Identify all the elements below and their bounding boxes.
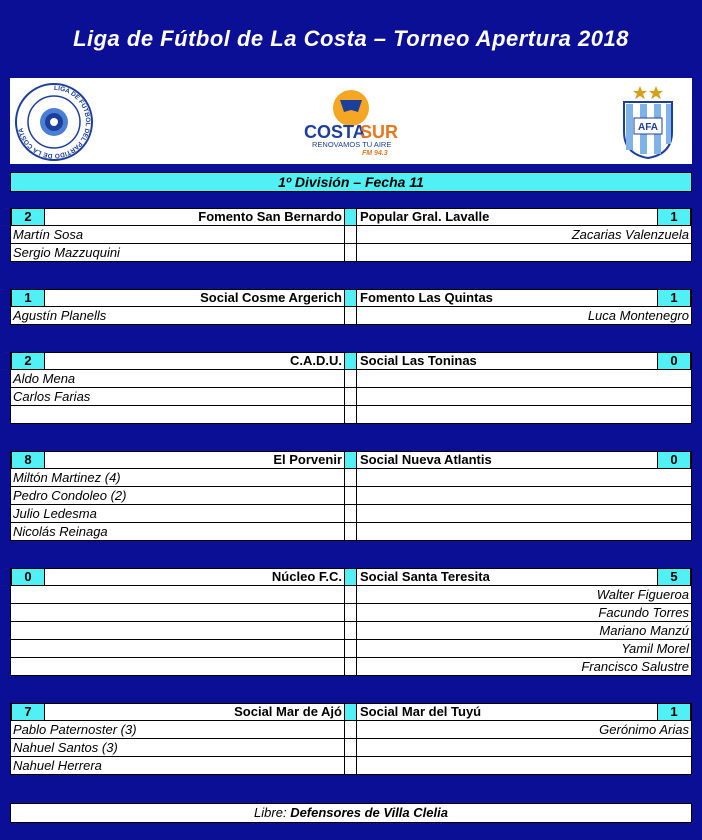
home-scorer-cell <box>10 604 344 621</box>
page-header <box>0 0 702 78</box>
costasur-logo <box>302 88 412 158</box>
away-score: 5 <box>657 569 691 585</box>
divider-cell <box>344 290 357 306</box>
match-header-row <box>10 289 692 307</box>
scorer-row <box>10 739 692 757</box>
home-scorer: Aldo Mena <box>13 371 76 386</box>
away-scorer: Facundo Torres <box>598 605 689 620</box>
home-scorer: Miltón Martinez (4) <box>13 470 121 485</box>
scorer-row <box>10 406 692 424</box>
scorer-row <box>10 487 692 505</box>
divider-cell <box>344 406 357 423</box>
scorer-row <box>10 757 692 775</box>
away-scorer-cell <box>357 226 692 243</box>
match-block <box>10 352 692 424</box>
scorer-row <box>10 388 692 406</box>
away-scorer-cell <box>357 523 692 540</box>
divider-cell <box>344 307 357 324</box>
home-score: 0 <box>11 569 45 585</box>
away-team-name: Social Mar del Tuyú <box>360 704 482 719</box>
match-block <box>10 289 692 325</box>
home-score: 7 <box>11 704 45 720</box>
away-scorer-cell <box>357 658 692 675</box>
brand-frequency: FM 94.3 <box>362 150 388 157</box>
away-score: 0 <box>657 353 691 369</box>
brand-part-a: COSTA <box>304 122 366 142</box>
divider-cell <box>344 487 357 504</box>
home-team-name: Núcleo F.C. <box>271 569 342 584</box>
away-scorer: Walter Figueroa <box>596 587 689 602</box>
away-team-name: Social Nueva Atlantis <box>360 452 492 467</box>
divider-cell <box>344 640 357 657</box>
free-team-name: Defensores de Villa Clelia <box>290 805 448 820</box>
scorer-row <box>10 244 692 262</box>
logos-bar <box>10 78 692 164</box>
home-scorer: Julio Ledesma <box>13 506 97 521</box>
home-scorer: Nahuel Santos (3) <box>13 740 118 755</box>
away-team-cell <box>357 353 692 369</box>
home-team-cell <box>10 452 344 468</box>
away-scorer-cell <box>357 370 692 387</box>
away-scorer-cell <box>357 604 692 621</box>
divider-cell <box>344 721 357 738</box>
away-scorer-cell <box>357 721 692 738</box>
home-scorer-cell <box>10 757 344 774</box>
home-scorer-cell <box>10 640 344 657</box>
home-score: 1 <box>11 290 45 306</box>
divider-cell <box>344 523 357 540</box>
home-scorer-cell <box>10 406 344 423</box>
away-team-name: Fomento Las Quintas <box>360 290 493 305</box>
match-header-row <box>10 703 692 721</box>
home-scorer-cell <box>10 244 344 261</box>
home-scorer: Pablo Paternoster (3) <box>13 722 137 737</box>
away-scorer-cell <box>357 586 692 603</box>
home-scorer: Agustín Planells <box>13 308 107 323</box>
away-scorer-cell <box>357 406 692 423</box>
away-team-cell <box>357 704 692 720</box>
home-scorer-cell <box>10 487 344 504</box>
away-scorer: Yamil Morel <box>621 641 689 656</box>
home-scorer: Carlos Farias <box>13 389 91 404</box>
league-crest-text: LIGA DE FÚTBOL DEL PARTIDO DE LA COSTA <box>17 84 92 160</box>
divider-cell <box>344 226 357 243</box>
home-scorer: Nahuel Herrera <box>13 758 102 773</box>
home-team-name: Fomento San Bernardo <box>198 209 342 224</box>
divider-cell <box>344 505 357 522</box>
home-scorer-cell <box>10 721 344 738</box>
away-scorer-cell <box>357 757 692 774</box>
away-team-cell <box>357 452 692 468</box>
home-scorer-cell <box>10 622 344 639</box>
away-scorer-cell <box>357 469 692 486</box>
home-scorer-cell <box>10 388 344 405</box>
away-scorer-cell <box>357 487 692 504</box>
away-scorer-cell <box>357 640 692 657</box>
divider-cell <box>344 757 357 774</box>
home-team-cell <box>10 704 344 720</box>
home-scorer: Martín Sosa <box>13 227 84 242</box>
afa-crest-icon <box>618 84 678 160</box>
scorer-row <box>10 370 692 388</box>
match-header-row <box>10 451 692 469</box>
away-scorer: Luca Montenegro <box>587 308 689 323</box>
away-scorer-cell <box>357 307 692 324</box>
away-scorer-cell <box>357 505 692 522</box>
scorer-row <box>10 586 692 604</box>
away-scorer-cell <box>357 244 692 261</box>
home-team-name: C.A.D.U. <box>290 353 342 368</box>
home-scorer-cell <box>10 370 344 387</box>
divider-cell <box>344 622 357 639</box>
divider-cell <box>344 658 357 675</box>
divider-cell <box>344 586 357 603</box>
home-score: 8 <box>11 452 45 468</box>
divider-cell <box>344 704 357 720</box>
away-scorer-cell <box>357 622 692 639</box>
match-header-row <box>10 208 692 226</box>
league-crest-icon <box>14 82 94 162</box>
divider-cell <box>344 604 357 621</box>
home-scorer-cell <box>10 307 344 324</box>
home-team-cell <box>10 209 344 225</box>
scorer-row <box>10 505 692 523</box>
away-team-cell <box>357 209 692 225</box>
home-scorer: Sergio Mazzuquini <box>13 245 120 260</box>
match-header-row <box>10 568 692 586</box>
scorer-row <box>10 469 692 487</box>
home-team-cell <box>10 569 344 585</box>
home-team-cell <box>10 290 344 306</box>
divider-cell <box>344 452 357 468</box>
away-score: 1 <box>657 209 691 225</box>
home-scorer-cell <box>10 505 344 522</box>
home-team-cell <box>10 353 344 369</box>
home-scorer-cell <box>10 469 344 486</box>
home-scorer: Pedro Condoleo (2) <box>13 488 127 503</box>
home-score: 2 <box>11 209 45 225</box>
home-scorer-cell <box>10 226 344 243</box>
away-scorer: Francisco Salustre <box>581 659 689 674</box>
away-scorer-cell <box>357 388 692 405</box>
away-scorer: Zacarias Valenzuela <box>571 227 689 242</box>
scorer-row <box>10 658 692 676</box>
brand-part-b: SUR <box>360 122 399 142</box>
free-team-row <box>10 803 692 823</box>
brand-tagline: RENOVAMOS TU AIRE <box>312 140 392 149</box>
away-scorer-cell <box>357 739 692 756</box>
scorer-row <box>10 622 692 640</box>
home-scorer-cell <box>10 739 344 756</box>
away-team-cell <box>357 290 692 306</box>
divider-cell <box>344 569 357 585</box>
match-block <box>10 451 692 541</box>
divider-cell <box>344 469 357 486</box>
home-score: 2 <box>11 353 45 369</box>
away-team-name: Social Santa Teresita <box>360 569 490 584</box>
divider-cell <box>344 739 357 756</box>
scorer-row <box>10 226 692 244</box>
away-scorer: Mariano Manzú <box>599 623 689 638</box>
divider-cell <box>344 388 357 405</box>
home-scorer-cell <box>10 523 344 540</box>
away-team-name: Social Las Toninas <box>360 353 477 368</box>
away-team-name: Popular Gral. Lavalle <box>360 209 490 224</box>
round-banner: 1º División – Fecha 11 <box>10 172 692 192</box>
scorer-row <box>10 640 692 658</box>
divider-cell <box>344 244 357 261</box>
scorer-row <box>10 523 692 541</box>
page-title: Liga de Fútbol de La Costa – Torneo Apertura 2018 <box>73 26 629 51</box>
match-block <box>10 568 692 676</box>
away-score: 1 <box>657 704 691 720</box>
scorer-row <box>10 604 692 622</box>
radio-logo-icon <box>302 88 412 158</box>
home-scorer: Nicolás Reinaga <box>13 524 108 539</box>
home-team-name: Social Mar de Ajó <box>234 704 342 719</box>
home-team-name: El Porvenir <box>273 452 342 467</box>
scorer-row <box>10 307 692 325</box>
away-score: 0 <box>657 452 691 468</box>
free-label: Libre: <box>254 805 287 820</box>
away-score: 1 <box>657 290 691 306</box>
match-block <box>10 703 692 775</box>
divider-cell <box>344 209 357 225</box>
home-scorer-cell <box>10 658 344 675</box>
match-header-row <box>10 352 692 370</box>
home-team-name: Social Cosme Argerich <box>200 290 342 305</box>
away-scorer: Gerónimo Arias <box>599 722 689 737</box>
divider-cell <box>344 353 357 369</box>
scorer-row <box>10 721 692 739</box>
home-scorer-cell <box>10 586 344 603</box>
divider-cell <box>344 370 357 387</box>
match-block <box>10 208 692 262</box>
afa-crest-text: AFA <box>638 122 658 133</box>
away-team-cell <box>357 569 692 585</box>
